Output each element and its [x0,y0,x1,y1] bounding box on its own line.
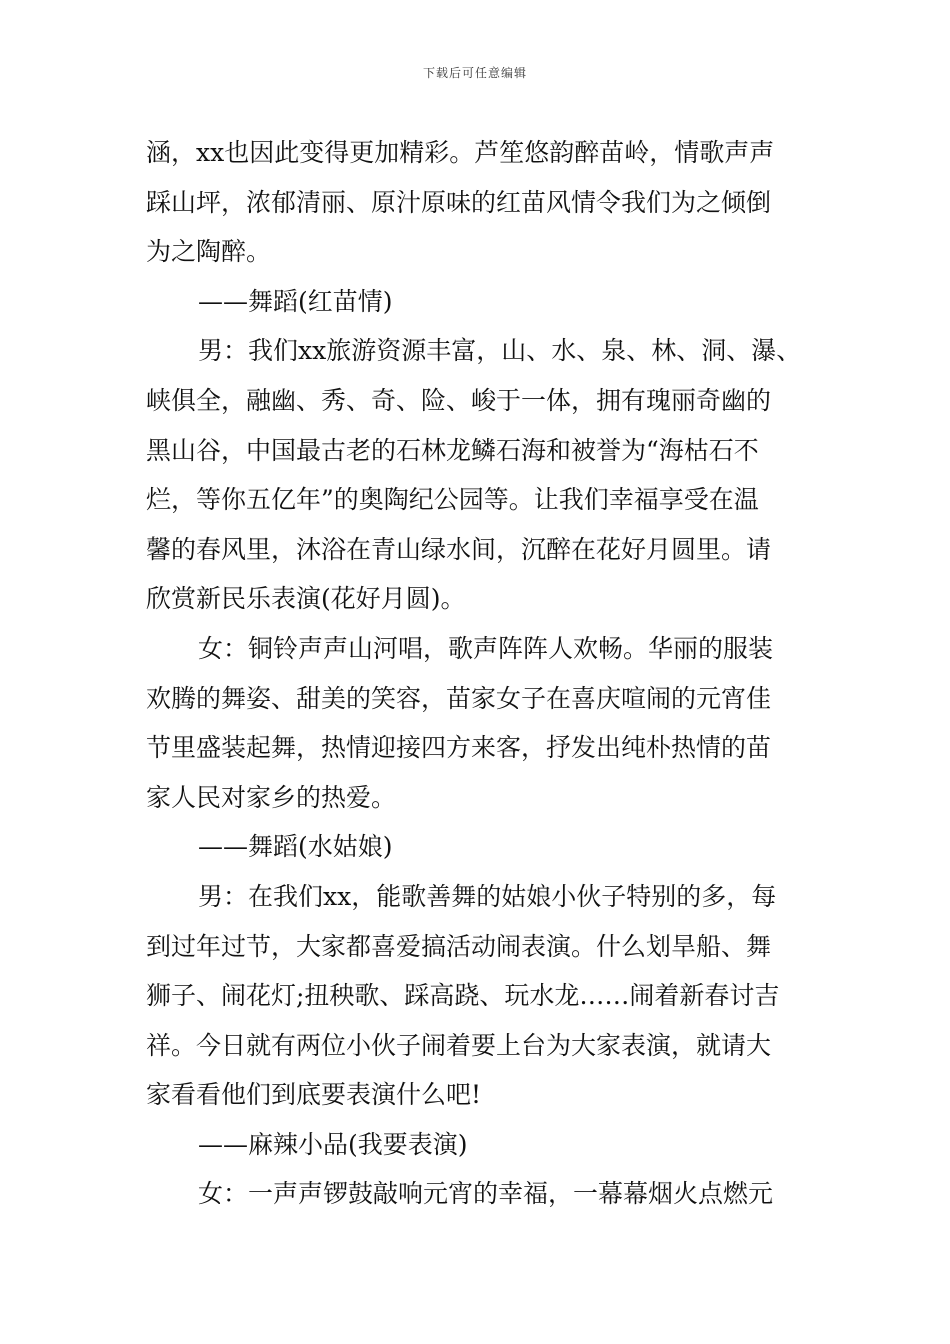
text-line: 为之陶醉。 [146,237,272,267]
text-line: 家看看他们到底要表演什么吧! [146,1080,482,1110]
text-line: 欢腾的舞姿、甜美的笑容，苗家女子在喜庆喧闹的元宵佳 [146,683,772,713]
text-line: 烂，等你五亿年”的奥陶纪公园等。让我们幸福享受在温 [146,485,759,515]
document-body [146,128,810,1219]
page-header-note: 下载后可任意编辑 [422,66,527,80]
text-line: 到过年过节，大家都喜爱搞活动闹表演。什么划旱船、舞 [146,931,772,961]
text-line: 踩山坪，浓郁清丽、原汁原味的红苗风情令我们为之倾倒 [146,187,772,217]
text-line: ——舞蹈(红苗情) [198,286,393,316]
text-line: 欣赏新民乐表演(花好月圆)。 [146,584,466,614]
text-line: 节里盛装起舞，热情迎接四方来客，抒发出纯朴热情的苗 [146,733,772,763]
text-line: 男：在我们xx，能歌善舞的姑娘小伙子特别的多，每 [198,881,777,911]
text-line: ——麻辣小品(我要表演) [198,1129,468,1159]
text-line: 男：我们xx旅游资源丰富，山、水、泉、林、洞、瀑、 [198,336,802,366]
text-line: 馨的春风里，沐浴在青山绿水间，沉醉在花好月圆里。请 [146,534,772,564]
text-line: 涵，xx也因此变得更加精彩。芦笙悠韵醉苗岭，情歌声声 [146,138,775,167]
text-line: 峡俱全，融幽、秀、奇、险、峻于一体，拥有瑰丽奇幽的 [146,385,772,415]
text-line: 祥。今日就有两位小伙子闹着要上台为大家表演，就请大 [146,1030,772,1060]
text-line: 家人民对家乡的热爱。 [146,782,397,812]
text-line: 女：一声声锣鼓敲响元宵的幸福，一幕幕烟火点燃元 [198,1179,774,1209]
text-line: ——舞蹈(水姑娘) [198,832,393,862]
text-line: 狮子、闹花灯;扭秧歌、踩高跷、玩水龙……闹着新春讨吉 [146,981,780,1011]
text-line: 黑山谷，中国最古老的石林龙鳞石海和被誉为“海枯石不 [146,435,759,465]
text-line: 女：铜铃声声山河唱，歌声阵阵人欢畅。华丽的服装 [198,633,774,663]
